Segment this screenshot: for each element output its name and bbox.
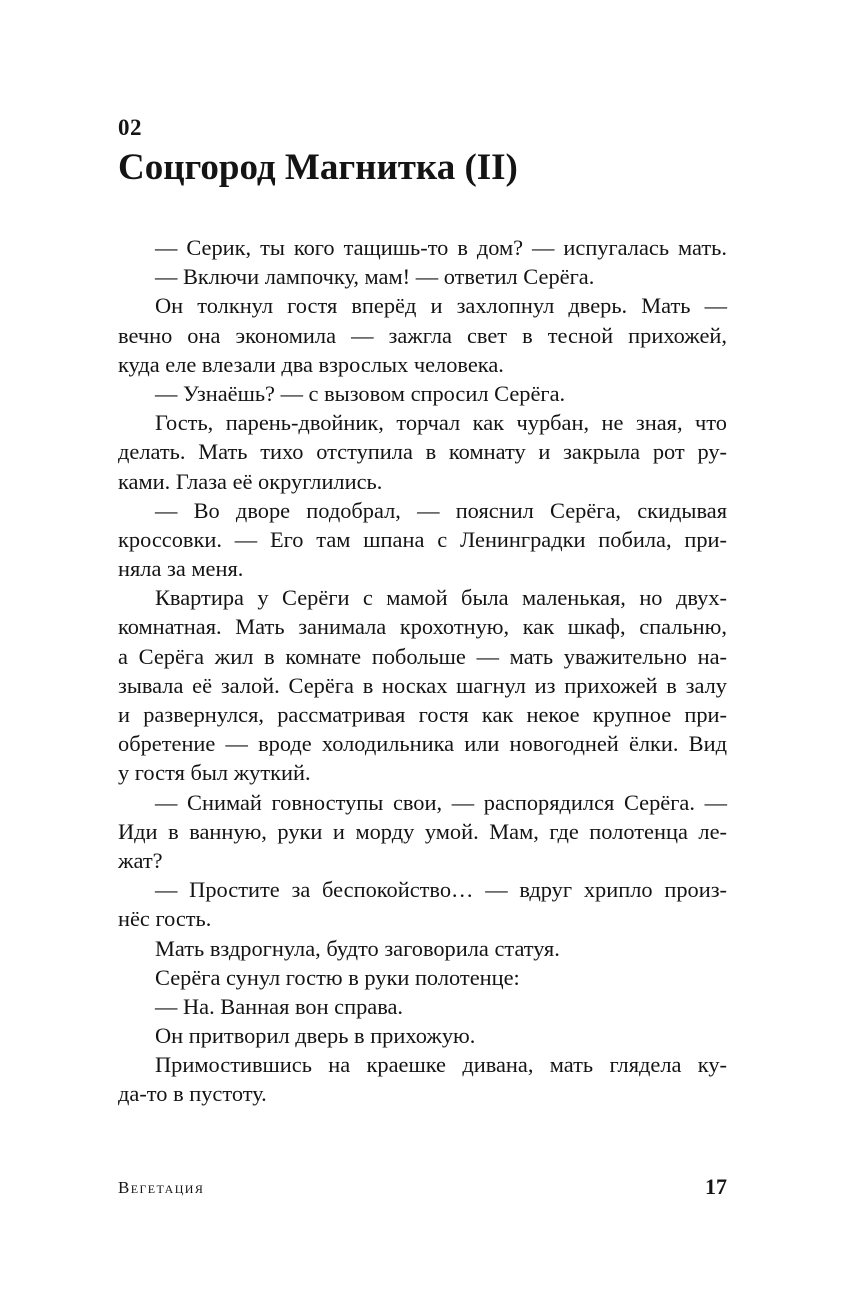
- text-line: жат?: [118, 847, 163, 873]
- text-line: — Снимай говноступы свои, — распорядился Серёга. —: [155, 789, 727, 815]
- text-line: — Простите за беспокойство… — вдруг хрипло произ-: [155, 877, 727, 903]
- text-line: да-то в пустоту.: [118, 1081, 267, 1107]
- text-line: Примостившись на краешке дивана, мать глядела ку-: [155, 1052, 727, 1078]
- text-line: Он притворил дверь в прихожую.: [155, 1023, 476, 1049]
- text-line: зывала её залой. Серёга в носках шагнул из прихожей в залу: [118, 672, 727, 698]
- text-line: — На. Ванная вон справа.: [155, 993, 404, 1019]
- text-line: — Серик, ты кого тащишь-то в дом? — испугалась мать.: [155, 235, 727, 260]
- text-line: обретение — вроде холодильника или новогодней ёлки. Вид: [118, 731, 727, 757]
- chapter-body: [118, 233, 727, 1109]
- text-line: делать. Мать тихо отступила в комнату и закрыла рот ру-: [118, 439, 727, 465]
- text-line: Гость, парень-двойник, торчал как чурбан, не зная, что: [155, 410, 727, 436]
- text-line: ками. Глаза её округлились.: [118, 468, 383, 494]
- chapter-title: Соцгород Магнитка (II): [118, 147, 518, 188]
- text-line: няла за меня.: [118, 556, 244, 582]
- text-line: Он толкнул гостя вперёд и захлопнул дверь. Мать —: [155, 293, 727, 319]
- text-line: а Серёга жил в комнате побольше — мать уважительно на-: [118, 643, 727, 669]
- text-line: куда еле влезали два взрослых человека.: [118, 351, 504, 377]
- text-line: Серёга сунул гостю в руки полотенце:: [155, 964, 520, 990]
- text-line: Иди в ванную, руки и морду умой. Мам, где полотенца ле-: [118, 818, 727, 844]
- text-line: Квартира у Серёги с мамой была маленькая, но двух-: [155, 585, 727, 611]
- text-line: у гостя был жуткий.: [118, 760, 311, 786]
- page-number: 17: [705, 1174, 727, 1199]
- text-line: нёс гость.: [118, 906, 212, 932]
- text-line: и развернулся, рассматривая гостя как некое крупное при-: [118, 702, 727, 727]
- text-line: вечно она экономила — зажгла свет в тесной прихожей,: [118, 322, 727, 348]
- text-line: — Включи лампочку, мам! — ответил Серёга.: [155, 264, 595, 290]
- text-line: Мать вздрогнула, будто заговорила статуя.: [155, 935, 560, 961]
- text-line: — Во дворе подобрал, — пояснил Серёга, скидывая: [155, 497, 727, 523]
- text-line: — Узнаёшь? — с вызовом спросил Серёга.: [155, 380, 566, 406]
- text-line: комнатная. Мать занимала крохотную, как шкаф, спальню,: [118, 614, 727, 640]
- text-line: кроссовки. — Его там шпана с Ленинградки побила, при-: [118, 526, 727, 552]
- running-footer-book-title: Вегетация: [118, 1178, 205, 1197]
- chapter-number: 02: [118, 115, 142, 140]
